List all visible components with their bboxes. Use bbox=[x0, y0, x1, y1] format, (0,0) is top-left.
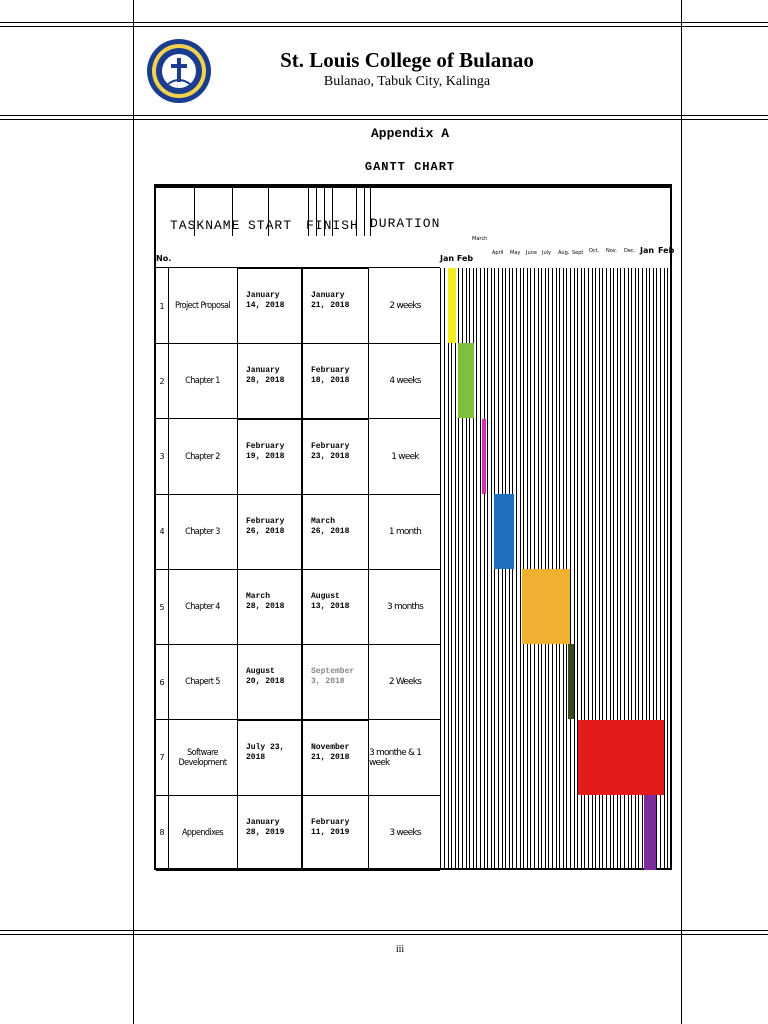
start-date-cell bbox=[237, 795, 302, 871]
finish-date-cell bbox=[302, 720, 369, 796]
finish-date-cell bbox=[302, 343, 369, 419]
task-number: 4 bbox=[159, 527, 165, 537]
header-tick bbox=[364, 188, 365, 236]
finish-date: September 3, 2018 bbox=[311, 667, 355, 687]
month-jan-feb: Jan Feb bbox=[440, 254, 474, 263]
month-feb-2: Feb bbox=[658, 246, 675, 255]
task-name: Chapter 3 bbox=[185, 526, 220, 537]
finish-date: February 23, 2018 bbox=[311, 441, 350, 461]
start-date-cell bbox=[237, 494, 302, 570]
task-duration: 3 weeks bbox=[389, 827, 421, 838]
task-number: 6 bbox=[159, 677, 165, 687]
finish-date: February 18, 2018 bbox=[311, 366, 350, 386]
task-bar bbox=[482, 419, 486, 494]
start-date: January 14, 2018 bbox=[246, 291, 285, 310]
month-aug: Aug. bbox=[558, 250, 570, 256]
start-date-cell bbox=[237, 419, 302, 495]
start-date: February 26, 2018 bbox=[246, 516, 285, 536]
task-bar bbox=[494, 494, 514, 569]
task-number: 1 bbox=[159, 301, 165, 311]
task-name: Project Proposal bbox=[175, 301, 230, 311]
start-date-cell bbox=[237, 720, 302, 796]
task-duration: 4 weeks bbox=[389, 376, 421, 387]
task-number: 2 bbox=[159, 376, 165, 386]
task-number: 7 bbox=[159, 753, 165, 762]
task-name: Chapter 4 bbox=[185, 602, 220, 612]
no-header: No. bbox=[156, 254, 172, 263]
finish-date: August 13, 2018 bbox=[311, 592, 350, 611]
task-bar bbox=[522, 569, 570, 644]
finish-date-cell bbox=[302, 644, 369, 720]
top-rule-2 bbox=[0, 26, 768, 27]
month-april: April bbox=[492, 250, 504, 256]
task-row bbox=[156, 795, 670, 871]
appendix-title: Appendix A bbox=[370, 126, 449, 141]
month-oct: Oct. bbox=[589, 248, 600, 254]
finish-date: November 21, 2018 bbox=[311, 742, 350, 762]
page-number: iii bbox=[395, 944, 405, 955]
task-row bbox=[156, 569, 670, 645]
finish-date-cell bbox=[302, 569, 369, 645]
task-number: 8 bbox=[159, 828, 165, 838]
start-date-cell bbox=[237, 343, 302, 419]
month-may: May bbox=[510, 250, 521, 256]
task-number: 5 bbox=[159, 602, 165, 612]
task-name: Chapert 5 bbox=[185, 677, 220, 688]
start-date-cell bbox=[237, 569, 302, 645]
task-duration: 1 week bbox=[391, 451, 419, 462]
finish-date: January 21, 2018 bbox=[311, 291, 350, 310]
start-header: START bbox=[248, 218, 293, 233]
task-bar bbox=[448, 268, 456, 343]
task-duration: 3 monthe & 1 week bbox=[369, 747, 422, 768]
task-bar bbox=[568, 644, 574, 719]
month-july: July bbox=[542, 250, 551, 256]
taskname-header: TASKNAME bbox=[170, 218, 241, 233]
month-jan-2: Jan bbox=[640, 246, 655, 255]
start-date: July 23, 2018 bbox=[246, 742, 285, 762]
month-sept: Sept bbox=[572, 250, 584, 256]
footer-rule-2 bbox=[0, 934, 768, 935]
footer-rule bbox=[0, 930, 768, 931]
chart-title: GANTT CHART bbox=[364, 160, 456, 174]
header-rule bbox=[0, 115, 768, 116]
finish-date-cell bbox=[302, 419, 369, 495]
right-margin-line bbox=[681, 0, 682, 1024]
duration-header: DURATION bbox=[370, 216, 441, 231]
task-row bbox=[156, 419, 670, 495]
month-june: June bbox=[526, 250, 537, 256]
header-rule-2 bbox=[0, 119, 768, 120]
month-march: March bbox=[472, 236, 488, 242]
finish-date: March 26, 2018 bbox=[311, 516, 350, 536]
start-date: August 20, 2018 bbox=[246, 667, 285, 687]
task-row bbox=[156, 343, 670, 419]
task-bar bbox=[458, 343, 474, 418]
task-name: Chapter 1 bbox=[185, 376, 220, 387]
task-row bbox=[156, 268, 670, 344]
task-number: 3 bbox=[159, 452, 165, 461]
start-date: March 28, 2018 bbox=[246, 592, 285, 611]
college-name: St. Louis College of Bulanao bbox=[280, 48, 534, 72]
row-divider bbox=[156, 870, 440, 871]
task-duration: 3 months bbox=[386, 602, 424, 612]
task-row bbox=[156, 494, 670, 570]
top-rule bbox=[0, 22, 768, 23]
finish-date-cell bbox=[302, 494, 369, 570]
task-duration: 2 Weeks bbox=[388, 677, 422, 688]
start-date: February 19, 2018 bbox=[246, 441, 285, 461]
gantt-chart-table bbox=[154, 184, 675, 870]
start-date-cell bbox=[237, 644, 302, 720]
college-address: Bulanao, Tabuk City, Kalinga bbox=[323, 74, 491, 89]
start-date: January 28, 2019 bbox=[246, 817, 285, 837]
finish-date-cell bbox=[302, 795, 369, 871]
finish-header: FINISH bbox=[306, 218, 359, 233]
start-date: January 28, 2018 bbox=[246, 366, 285, 386]
finish-date: February 11, 2019 bbox=[311, 817, 350, 837]
task-name: Chapter 2 bbox=[185, 451, 220, 462]
finish-date-cell bbox=[302, 268, 369, 344]
left-margin-line bbox=[133, 0, 134, 1024]
college-seal-logo bbox=[146, 38, 212, 104]
task-name: Software Development bbox=[178, 747, 227, 768]
start-date-cell bbox=[237, 268, 302, 344]
task-bar bbox=[578, 720, 664, 795]
task-name: Appendixes bbox=[181, 827, 224, 838]
task-row bbox=[156, 644, 670, 720]
month-dec: Dec. bbox=[624, 248, 636, 254]
task-row bbox=[156, 720, 670, 796]
task-bar bbox=[644, 795, 656, 870]
task-duration: 2 weeks bbox=[389, 301, 421, 311]
month-nov: Nov. bbox=[606, 248, 617, 254]
task-duration: 1 month bbox=[388, 526, 422, 537]
